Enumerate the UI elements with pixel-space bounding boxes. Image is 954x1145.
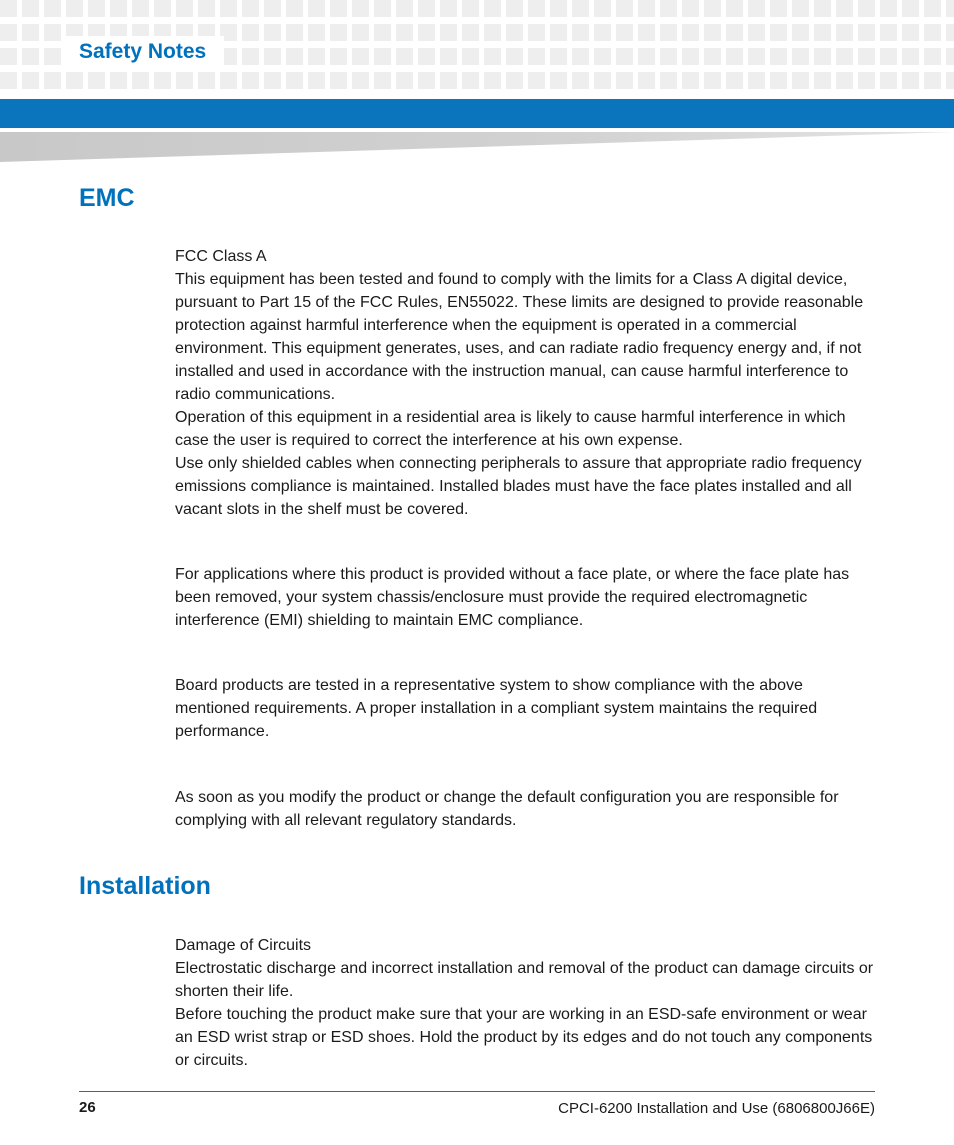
section-heading-emc: EMC xyxy=(79,184,135,212)
emc-notice-paragraph-1: This equipment has been tested and found to comply with the limits for a Class A digital device, pursuant to Part 15 of the FCC Rules, EN55022. These limits are designed to provide reasonable protection against harmful interference when the equipment is operated in a commercial environment. This equipment generates, uses, and can radiate radio frequency energy and, if not installed and used in accordance with the instruction manual, can cause harmful interference to radio communications. xyxy=(175,271,864,403)
installation-notice-paragraph-1: Electrostatic discharge and incorrect installation and removal of the product can damage circuits or shorten their life. xyxy=(175,960,874,1000)
header-gray-wedge xyxy=(0,132,954,162)
emc-notice-label: FCC Class A xyxy=(175,248,267,265)
emc-notice-paragraph-2: Operation of this equipment in a residential area is likely to cause harmful interference in which case the user is required to correct the interference at his own expense. xyxy=(175,409,846,449)
emc-faceplate-paragraph xyxy=(175,563,875,632)
document-title: CPCI-6200 Installation and Use (6806800J66E) xyxy=(558,1100,875,1117)
chapter-title: Safety Notes xyxy=(79,40,207,63)
emc-tested-paragraph xyxy=(175,674,875,743)
installation-notice xyxy=(175,934,875,1072)
emc-faceplate-text: For applications where this product is provided without a face plate, or where the face plate has been removed, your system chassis/enclosure must provide the required electromagnetic interference (EMI) shielding to maintain EMC compliance. xyxy=(175,566,850,629)
installation-notice-paragraph-2: Before touching the product make sure that your are working in an ESD-safe environment or wear an ESD wrist strap or ESD shoes. Hold the product by its edges and do not touch any components or circuits. xyxy=(175,1006,873,1069)
emc-tested-text: Board products are tested in a representative system to show compliance with the above mentioned requirements. A proper installation in a compliant system maintains the required performance. xyxy=(175,677,818,740)
page-number: 26 xyxy=(79,1099,96,1116)
footer-rule xyxy=(79,1091,875,1092)
emc-notice-paragraph-3: Use only shielded cables when connecting peripherals to assure that appropriate radio frequency emissions compliance is maintained. Installed blades must have the face plates installed and all vacant slots in the shelf must be covered. xyxy=(175,455,862,518)
emc-modify-text: As soon as you modify the product or change the default configuration you are responsible for complying with all relevant regulatory standards. xyxy=(175,789,839,829)
installation-notice-label: Damage of Circuits xyxy=(175,937,312,954)
emc-notice xyxy=(175,245,875,521)
section-heading-installation: Installation xyxy=(79,872,211,900)
header-blue-bar xyxy=(0,99,954,128)
emc-modify-paragraph xyxy=(175,786,875,832)
